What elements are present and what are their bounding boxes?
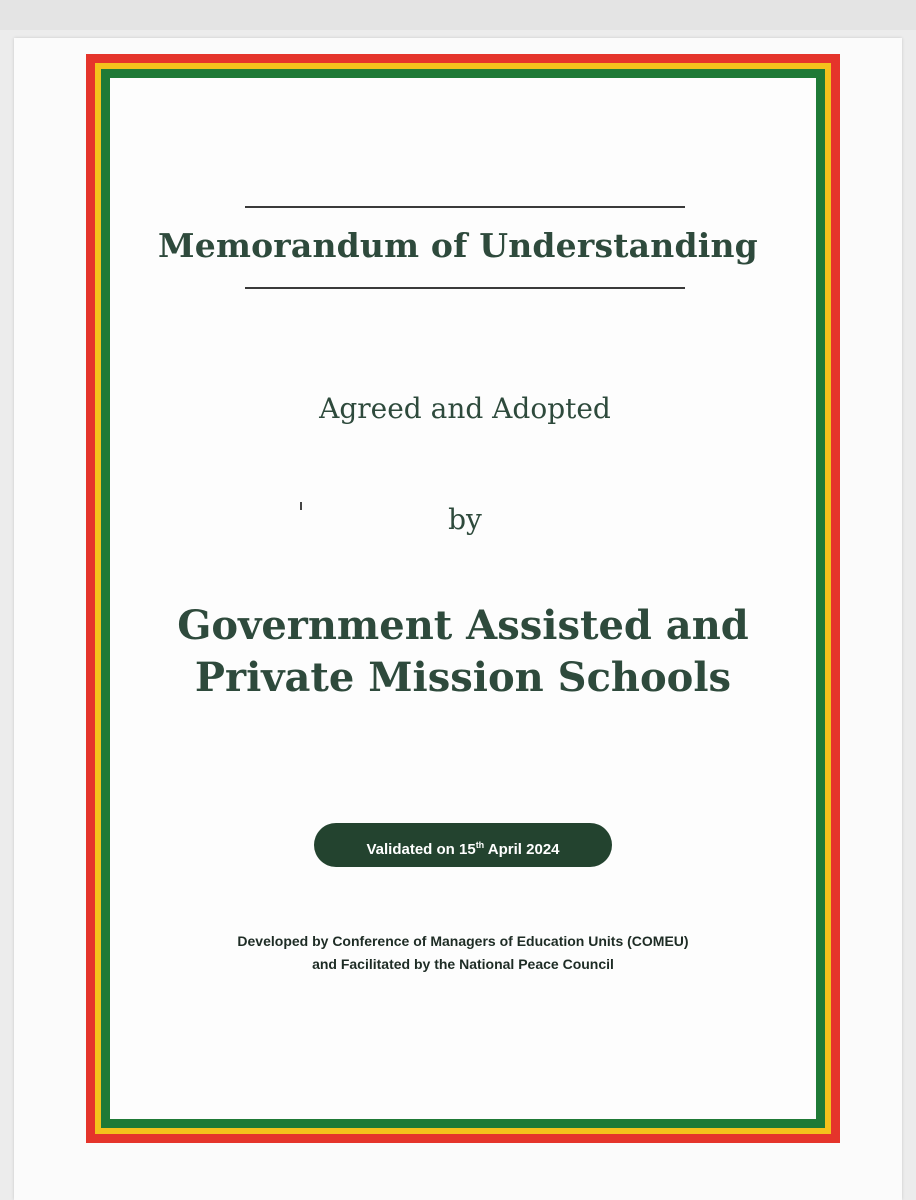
title-rule-top <box>245 206 685 208</box>
schools-line-1: Government Assisted and <box>177 602 749 649</box>
validated-badge <box>314 823 612 867</box>
border-frame-red <box>86 54 840 1143</box>
validated-prefix: Validated on 15 <box>366 841 476 858</box>
schools-line-2: Private Mission Schools <box>194 654 732 701</box>
document-title: Memorandum of Understanding <box>158 226 758 265</box>
by-text: by <box>448 503 482 536</box>
credits <box>0 930 916 976</box>
validated-ordinal: th <box>475 840 485 850</box>
credits-line-2: and Facilitated by the National Peace Council <box>312 956 614 972</box>
agreed-adopted-text: Agreed and Adopted <box>319 392 611 425</box>
title-rule-bottom <box>245 287 685 289</box>
validated-date: April 2024 <box>484 841 560 858</box>
credits-line-1: Developed by Conference of Managers of Education Units (COMEU) <box>237 933 689 949</box>
schools-heading <box>0 600 916 704</box>
top-strip <box>0 0 916 30</box>
